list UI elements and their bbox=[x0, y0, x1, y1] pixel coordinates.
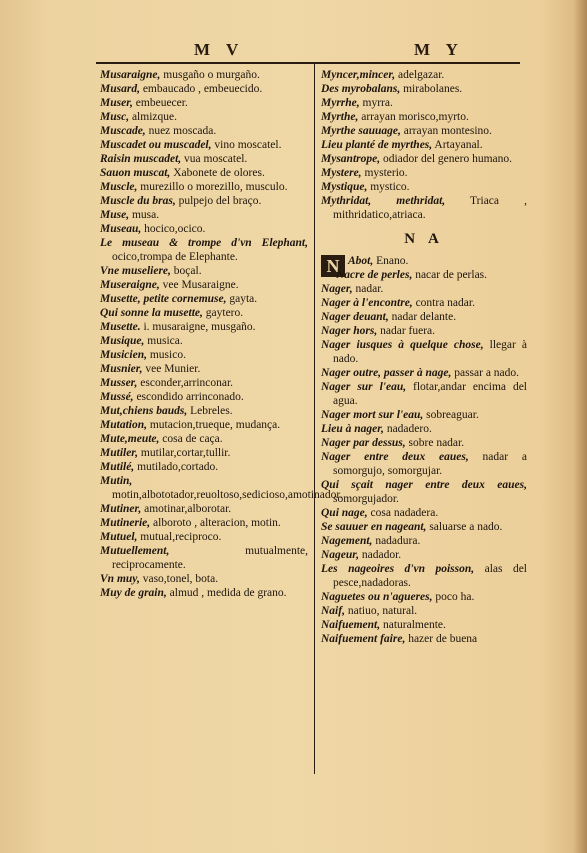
dictionary-entry bbox=[100, 460, 308, 474]
entry-headword: Myrthe sauuage, bbox=[321, 125, 401, 137]
entry-headword: Muscadet ou muscadel, bbox=[100, 139, 212, 151]
dictionary-entry bbox=[321, 338, 527, 366]
entry-headword: Nager outre, passer à nage, bbox=[321, 367, 452, 379]
dictionary-entry bbox=[321, 124, 527, 138]
entry-headword: Naif, bbox=[321, 605, 345, 617]
header-right: M Y bbox=[414, 40, 464, 59]
dictionary-entry bbox=[321, 548, 527, 562]
entry-headword: Muser, bbox=[100, 97, 133, 109]
entry-headword: Lieu à nager, bbox=[321, 423, 384, 435]
entry-headword: Nacre de perles, bbox=[336, 269, 413, 281]
entry-headword: Mysantrope, bbox=[321, 153, 381, 165]
dictionary-entry bbox=[321, 436, 527, 450]
entry-translation: nadadura. bbox=[372, 535, 421, 547]
entry-headword: Muscle, bbox=[100, 181, 138, 193]
entry-translation: almizque. bbox=[129, 111, 177, 123]
entry-headword: Qui sçait nager entre deux eaues, bbox=[321, 479, 527, 491]
entry-headword: Musique, bbox=[100, 335, 145, 347]
entry-headword: Mystere, bbox=[321, 167, 362, 179]
entry-translation: gayta. bbox=[226, 293, 258, 305]
entry-translation: nadador. bbox=[359, 549, 402, 561]
dictionary-entry bbox=[321, 180, 527, 194]
entry-translation: motin,albototador,reuoltoso,sedicioso,amotinador. bbox=[112, 489, 343, 501]
entry-translation: embaucado , embeuecido. bbox=[139, 83, 263, 95]
entry-headword: Abot, bbox=[348, 255, 374, 267]
entry-translation: Xabonete de olores. bbox=[170, 167, 265, 179]
entry-headword: Lieu planté de myrthes, bbox=[321, 139, 433, 151]
entry-translation: Lebreles. bbox=[187, 405, 233, 417]
dictionary-entry bbox=[100, 334, 308, 348]
entry-translation: somorgujador. bbox=[333, 493, 399, 505]
dictionary-entry bbox=[321, 110, 527, 124]
drop-cap: N bbox=[321, 255, 345, 277]
entry-translation: flotar,andar encima del agua. bbox=[333, 381, 528, 407]
dictionary-entry bbox=[100, 292, 308, 306]
entry-translation: nadar a somorgujo, somorgujar. bbox=[333, 451, 527, 477]
entry-translation: amotinar,alborotar. bbox=[141, 503, 232, 515]
entry-translation: vee Munier. bbox=[142, 363, 201, 375]
dictionary-entry bbox=[321, 82, 527, 96]
entry-translation: naturalmente. bbox=[380, 619, 446, 631]
dictionary-entry bbox=[100, 306, 308, 320]
entry-headword: Nager, bbox=[321, 283, 353, 295]
entry-translation: hazer de buena bbox=[405, 633, 478, 645]
entry-translation: musico. bbox=[146, 349, 186, 361]
dictionary-entry bbox=[100, 96, 308, 110]
entry-headword: Mythridat, methridat, bbox=[321, 195, 446, 207]
entry-translation: mirabolanes. bbox=[400, 83, 463, 95]
dictionary-entry bbox=[100, 446, 308, 460]
dictionary-entry bbox=[321, 310, 527, 324]
header-rule bbox=[96, 62, 520, 64]
entry-headword: Musser, bbox=[100, 377, 138, 389]
entry-headword: Mutiner, bbox=[100, 503, 142, 515]
entry-translation: Enano. bbox=[373, 255, 409, 267]
dictionary-entry bbox=[100, 362, 308, 376]
entry-headword: Mussé, bbox=[100, 391, 134, 403]
entry-headword: Mutin, bbox=[100, 475, 133, 487]
entry-translation: llegar à nado. bbox=[333, 339, 527, 365]
dictionary-entry bbox=[100, 390, 308, 404]
entry-translation: embeuecer. bbox=[132, 97, 188, 109]
dictionary-entry bbox=[321, 194, 527, 222]
section-heading: N A bbox=[404, 231, 444, 247]
entry-headword: Naifuement, bbox=[321, 619, 381, 631]
entry-translation: Triaca , mithridatico,atriaca. bbox=[333, 195, 527, 221]
entry-headword: Musnier, bbox=[100, 363, 143, 375]
dictionary-entry bbox=[321, 138, 527, 152]
entry-headword: Musard, bbox=[100, 83, 140, 95]
entry-headword: Muse, bbox=[100, 209, 130, 221]
entry-translation: almud , medida de grano. bbox=[166, 587, 287, 599]
entry-headword: Mutilé, bbox=[100, 461, 135, 473]
entry-translation: adelgazar. bbox=[395, 69, 445, 81]
entry-translation: contra nadar. bbox=[412, 297, 475, 309]
entry-translation: passar a nado. bbox=[451, 367, 520, 379]
entry-translation: nadadero. bbox=[383, 423, 432, 435]
dictionary-entry bbox=[100, 222, 308, 236]
entry-translation: escondido arrinconado. bbox=[133, 391, 244, 403]
dictionary-entry bbox=[100, 110, 308, 124]
entry-headword: Des myrobalans, bbox=[321, 83, 401, 95]
dictionary-entry bbox=[321, 96, 527, 110]
entry-translation: Artayanal. bbox=[432, 139, 483, 151]
dictionary-entry bbox=[100, 348, 308, 362]
entry-headword: Le museau & trompe d'vn Elephant, bbox=[100, 237, 308, 249]
entry-translation: arrayan montesino. bbox=[400, 125, 492, 137]
dictionary-entry bbox=[321, 590, 527, 604]
entry-headword: Vne museliere, bbox=[100, 265, 171, 277]
entry-headword: Vn muy, bbox=[100, 573, 140, 585]
entry-translation: hocico,ocico. bbox=[141, 223, 206, 235]
dictionary-entry bbox=[100, 264, 308, 278]
dictionary-entry bbox=[100, 82, 308, 96]
dictionary-entry bbox=[321, 422, 527, 436]
dictionary-entry bbox=[100, 236, 308, 264]
dictionary-entry bbox=[321, 534, 527, 548]
dictionary-entry bbox=[100, 208, 308, 222]
entry-headword: Nager hors, bbox=[321, 325, 378, 337]
entry-translation: mutilar,cortar,tullir. bbox=[138, 447, 231, 459]
entry-headword: Nager iusques à quelque chose, bbox=[321, 339, 484, 351]
entry-headword: Musaraigne, bbox=[100, 69, 161, 81]
entry-headword: Mutiler, bbox=[100, 447, 139, 459]
dictionary-entry bbox=[321, 408, 527, 422]
dictionary-entry bbox=[321, 380, 527, 408]
dictionary-entry bbox=[100, 586, 308, 600]
entry-headword: Qui sonne la musette, bbox=[100, 307, 203, 319]
entry-translation: nuez moscada. bbox=[145, 125, 217, 137]
dictionary-entry bbox=[100, 474, 343, 502]
dictionary-entry bbox=[100, 404, 308, 418]
entry-translation: arrayan morisco,myrto. bbox=[358, 111, 469, 123]
entry-headword: Nageur, bbox=[321, 549, 360, 561]
entry-headword: Musicien, bbox=[100, 349, 147, 361]
entry-translation: myrra. bbox=[359, 97, 393, 109]
entry-translation: sobreaguar. bbox=[423, 409, 479, 421]
entry-headword: Les nageoires d'vn poisson, bbox=[321, 563, 475, 575]
entry-headword: Nager sur l'eau, bbox=[321, 381, 407, 393]
entry-headword: Musc, bbox=[100, 111, 130, 123]
dictionary-entry bbox=[321, 282, 527, 296]
dictionary-entry bbox=[100, 572, 308, 586]
entry-translation: mutualmente, reciprocamente. bbox=[112, 545, 308, 571]
dictionary-entry bbox=[100, 194, 308, 208]
entry-headword: Nagement, bbox=[321, 535, 373, 547]
dictionary-entry bbox=[100, 432, 308, 446]
entry-headword: Musette, petite cornemuse, bbox=[100, 293, 227, 305]
dictionary-entry bbox=[321, 478, 527, 506]
dictionary-entry bbox=[321, 604, 527, 618]
entry-headword: Muy de grain, bbox=[100, 587, 167, 599]
dictionary-entry bbox=[100, 530, 308, 544]
entry-headword: Nager entre deux eaues, bbox=[321, 451, 469, 463]
entry-headword: Myncer,mincer, bbox=[321, 69, 396, 81]
entry-translation: cosa de caça. bbox=[159, 433, 223, 445]
dictionary-entry bbox=[321, 366, 527, 380]
dictionary-entry bbox=[321, 632, 527, 646]
dictionary-entry bbox=[100, 418, 308, 432]
entry-translation: poco ha. bbox=[432, 591, 475, 603]
dictionary-entry bbox=[100, 152, 308, 166]
entry-translation: natiuo, natural. bbox=[344, 605, 418, 617]
entry-headword: Museau, bbox=[100, 223, 142, 235]
entry-translation: vua moscatel. bbox=[181, 153, 248, 165]
entry-headword: Qui nage, bbox=[321, 507, 368, 519]
entry-headword: Mut,chiens bauds, bbox=[100, 405, 188, 417]
entry-headword: Muscle du bras, bbox=[100, 195, 176, 207]
entry-translation: mysterio. bbox=[361, 167, 408, 179]
entry-translation: cosa nadadera. bbox=[367, 507, 439, 519]
dictionary-entry bbox=[321, 520, 527, 534]
entry-headword: Musette. bbox=[100, 321, 141, 333]
running-header bbox=[98, 40, 518, 62]
entry-headword: Myrthe, bbox=[321, 111, 359, 123]
entry-headword: Mutation, bbox=[100, 419, 147, 431]
dictionary-entry bbox=[100, 320, 308, 334]
dictionary-entry bbox=[100, 180, 308, 194]
entry-headword: Museraigne, bbox=[100, 279, 160, 291]
entry-translation: i. musaraigne, musgaño. bbox=[140, 321, 256, 333]
entry-headword: Mutuel, bbox=[100, 531, 138, 543]
right-column bbox=[321, 68, 527, 646]
entry-headword: Mutinerie, bbox=[100, 517, 151, 529]
entry-headword: Mutuellement, bbox=[100, 545, 170, 557]
dictionary-entry bbox=[321, 68, 527, 82]
dictionary-entry bbox=[100, 166, 308, 180]
dictionary-entry bbox=[100, 124, 308, 138]
entry-headword: Sauon muscat, bbox=[100, 167, 171, 179]
entry-translation: musa. bbox=[129, 209, 160, 221]
dictionary-entry bbox=[321, 324, 527, 338]
dictionary-entry bbox=[321, 166, 527, 180]
entry-translation: vaso,tonel, bota. bbox=[139, 573, 219, 585]
entry-translation: alas del pesce,nadadoras. bbox=[333, 563, 527, 589]
entry-headword: Mystique, bbox=[321, 181, 368, 193]
entry-headword: Muscade, bbox=[100, 125, 146, 137]
entry-translation: nacar de perlas. bbox=[412, 269, 488, 281]
entry-translation: musica. bbox=[144, 335, 183, 347]
entry-translation: vee Musaraigne. bbox=[159, 279, 239, 291]
dictionary-entry bbox=[100, 138, 308, 152]
entry-translation: odiador del genero humano. bbox=[380, 153, 512, 165]
dictionary-entry bbox=[321, 562, 527, 590]
dictionary-entry bbox=[100, 502, 308, 516]
entry-translation: saluarse a nado. bbox=[426, 521, 503, 533]
entry-headword: Nager mort sur l'eau, bbox=[321, 409, 424, 421]
entry-translation: boçal. bbox=[170, 265, 202, 277]
entry-translation: alboroto , alteracion, motin. bbox=[150, 517, 281, 529]
entry-headword: Myrrhe, bbox=[321, 97, 360, 109]
entry-translation: vino moscatel. bbox=[211, 139, 282, 151]
dictionary-entry bbox=[321, 618, 527, 632]
entry-headword: Nager deuant, bbox=[321, 311, 389, 323]
entry-headword: Se sauuer en nageant, bbox=[321, 521, 427, 533]
entry-translation: mutilado,cortado. bbox=[134, 461, 219, 473]
dictionary-entry bbox=[321, 296, 527, 310]
entry-headword: Mute,meute, bbox=[100, 433, 160, 445]
column-divider bbox=[314, 62, 315, 774]
entry-translation: murezillo o morezillo, musculo. bbox=[137, 181, 288, 193]
entry-headword: Naguetes ou n'agueres, bbox=[321, 591, 433, 603]
entry-translation: gaytero. bbox=[202, 307, 244, 319]
entry-headword: Raisin muscadet, bbox=[100, 153, 182, 165]
dictionary-entry bbox=[100, 376, 308, 390]
entry-headword: Nager par dessus, bbox=[321, 437, 406, 449]
dictionary-entry bbox=[321, 268, 527, 282]
entry-translation: mutual,reciproco. bbox=[137, 531, 222, 543]
entry-translation: mystico. bbox=[367, 181, 410, 193]
entry-translation: mutacion,trueque, mudança. bbox=[146, 419, 281, 431]
entry-translation: sobre nadar. bbox=[405, 437, 465, 449]
entry-translation: ocico,trompa de Elephante. bbox=[112, 251, 238, 263]
header-left: M V bbox=[194, 40, 245, 59]
entry-headword: Nager à l'encontre, bbox=[321, 297, 413, 309]
entry-translation: musgaño o murgaño. bbox=[160, 69, 260, 81]
entry-translation: esconder,arrinconar. bbox=[137, 377, 234, 389]
dictionary-entry bbox=[100, 544, 308, 572]
dictionary-entry bbox=[321, 450, 527, 478]
entry-translation: nadar. bbox=[352, 283, 384, 295]
dictionary-entry bbox=[321, 506, 527, 520]
dictionary-entry bbox=[100, 68, 308, 82]
dictionary-entry bbox=[100, 516, 308, 530]
entry-translation: pulpejo del braço. bbox=[175, 195, 262, 207]
entry-translation: nadar delante. bbox=[388, 311, 457, 323]
dictionary-entry bbox=[100, 278, 308, 292]
entry-headword: Naifuement faire, bbox=[321, 633, 406, 645]
entry-translation: nadar fuera. bbox=[377, 325, 436, 337]
dictionary-entry bbox=[321, 152, 527, 166]
